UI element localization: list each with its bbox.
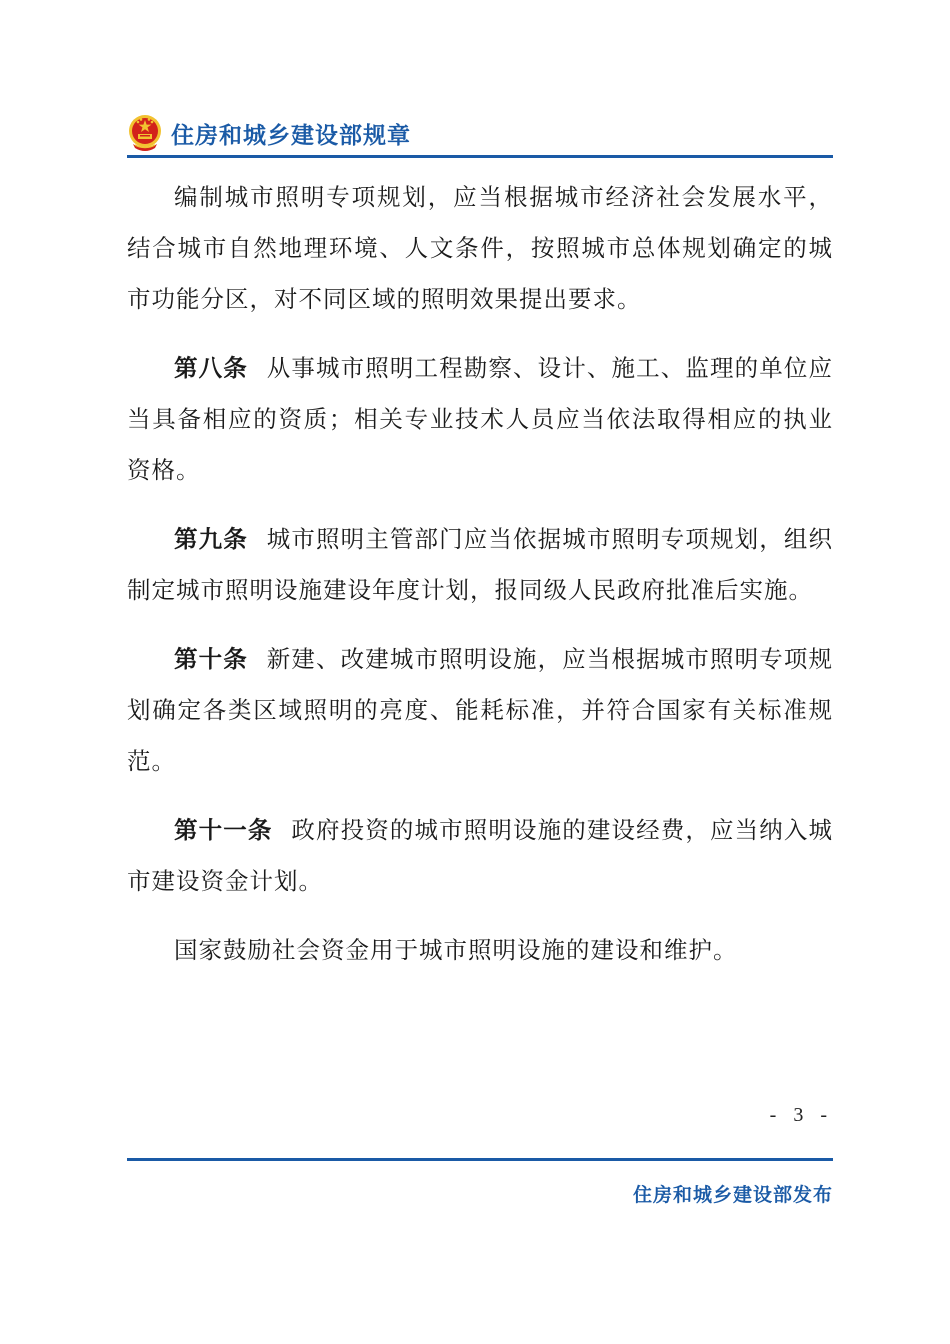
paragraph bbox=[127, 343, 833, 496]
footer-divider bbox=[127, 1158, 833, 1161]
paragraph-text: 从事城市照明工程勘察、设计、施工、监理的单位应当具备相应的资质；相关专业技术人员应当依法取得相应的执业资格。 bbox=[127, 354, 834, 484]
paragraph bbox=[127, 805, 833, 907]
article-label: 第九条 bbox=[174, 525, 248, 553]
article-label: 第八条 bbox=[174, 354, 248, 382]
paragraph-text: 新建、改建城市照明设施，应当根据城市照明专项规划确定各类区域照明的亮度、能耗标准，并符合国家有关标准规范。 bbox=[127, 645, 834, 775]
paragraph-text: 编制城市照明专项规划，应当根据城市经济社会发展水平，结合城市自然地理环境、人文条件，按照城市总体规划确定的城市功能分区，对不同区域的照明效果提出要求。 bbox=[127, 183, 833, 313]
national-emblem-icon bbox=[127, 114, 163, 152]
document-body bbox=[127, 172, 833, 994]
footer-publisher: 住房和城乡建设部发布 bbox=[632, 1184, 833, 1206]
page-header bbox=[127, 114, 833, 158]
paragraph bbox=[127, 514, 833, 616]
paragraph bbox=[127, 925, 833, 976]
paragraph-text: 政府投资的城市照明设施的建设经费，应当纳入城市建设资金计划。 bbox=[127, 816, 834, 895]
paragraph bbox=[127, 172, 833, 325]
header-title: 住房和城乡建设部规章 bbox=[171, 123, 411, 149]
paragraph bbox=[127, 634, 833, 787]
header-divider bbox=[127, 155, 833, 158]
article-label: 第十一条 bbox=[174, 816, 273, 844]
page-number: - 3 - bbox=[769, 1104, 833, 1126]
paragraph-text: 城市照明主管部门应当依据城市照明专项规划，组织制定城市照明设施建设年度计划，报同级人民政府批准后实施。 bbox=[127, 525, 834, 604]
article-label: 第十条 bbox=[174, 645, 248, 673]
paragraph-text: 国家鼓励社会资金用于城市照明设施的建设和维护。 bbox=[174, 936, 738, 964]
